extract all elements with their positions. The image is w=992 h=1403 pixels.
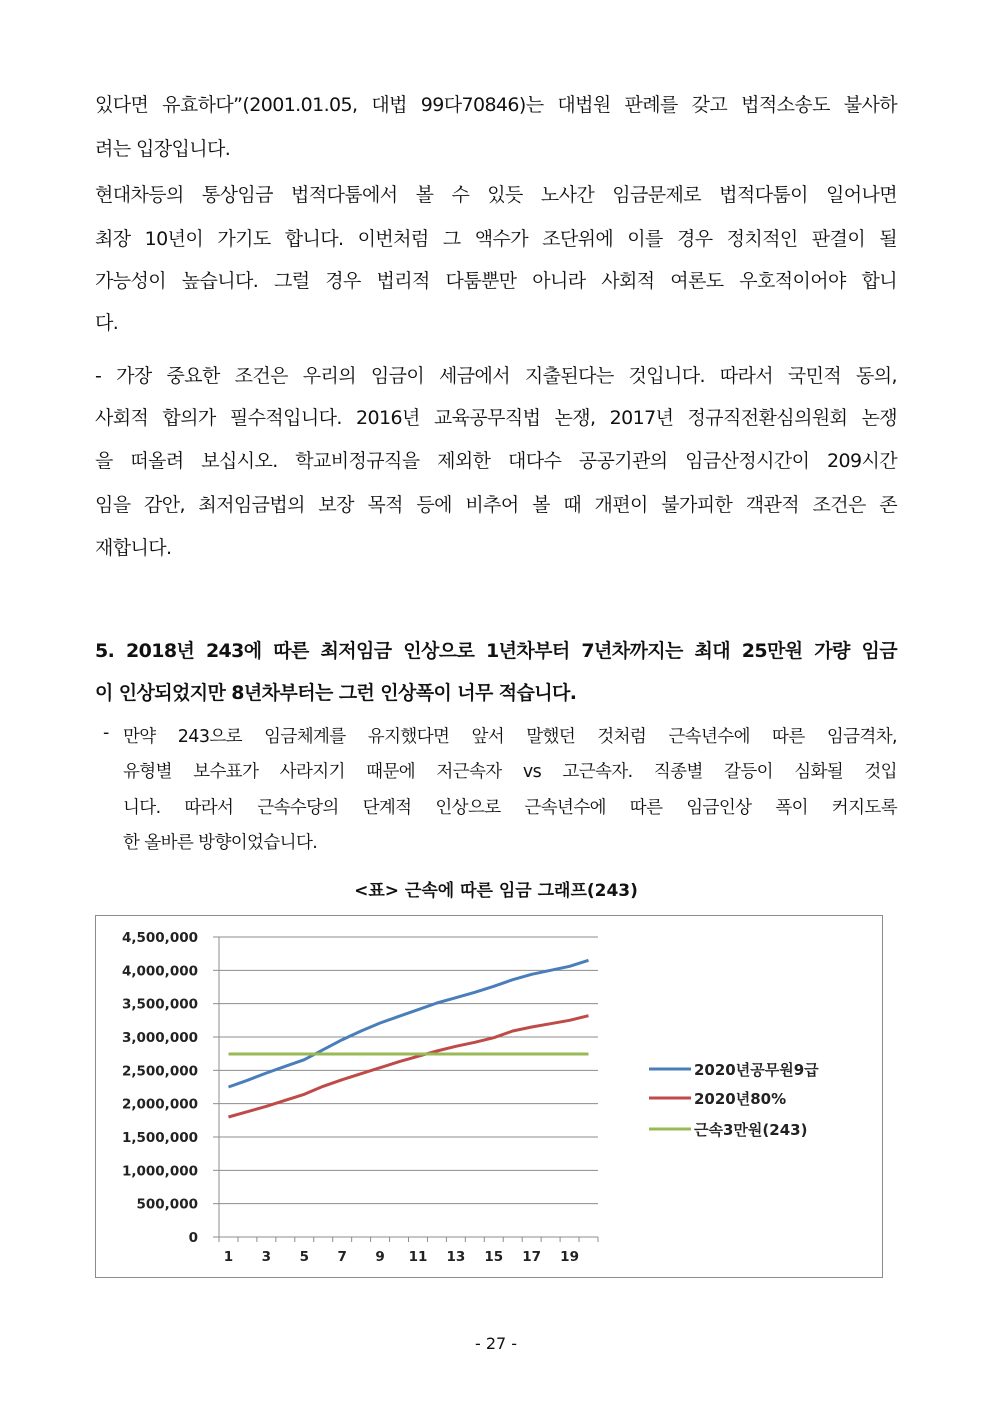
section-heading-line: 이 인상되었지만 8년차부터는 그런 인상폭이 너무 적습니다. [95,682,577,704]
y-tick-label: 0 [188,1230,198,1246]
bullet-line: 니다. 따라서 근속수당의 단계적 인상으로 근속년수에 따른 임금인상 폭이 커지도록 [123,798,897,818]
bullet-line: 한 올바른 방향이었습니다. [123,833,318,853]
paragraph-line: 있다면 유효하다”(2001.01.05, 대법 99다70846)는 대법원 판례를 갖고 법적소송도 불사하 [95,94,897,116]
paragraph-line: 사회적 합의가 필수적입니다. 2016년 교육공무직법 논쟁, 2017년 정규직전환심의원회 논쟁 [95,407,897,429]
x-tick-label: 5 [299,1249,309,1265]
x-tick-label: 13 [446,1249,466,1265]
paragraph-line: 최장 10년이 가기도 합니다. 이번처럼 그 액수가 조단위에 이를 경우 정치적인 판결이 될 [95,228,897,250]
y-tick-label: 4,500,000 [121,930,198,946]
paragraph-line: 려는 입장입니다. [95,138,231,160]
chart-svg [96,916,884,1279]
y-tick-label: 2,000,000 [121,1096,198,1113]
x-tick-label: 19 [560,1249,579,1265]
legend-label: 2020년공무원9급 [694,1061,819,1079]
paragraph-line: - 가장 중요한 조건은 우리의 임금이 세금에서 지출된다는 것입니다. 따라서 국민적 동의, [95,365,897,387]
page-number: - 27 - [474,1334,518,1353]
paragraph-line: 현대차등의 통상임금 법적다툼에서 볼 수 있듯 노사간 임금문제로 법적다툼이 일어나면 [95,184,897,206]
chart-caption: <표> 근속에 따른 임금 그래프(243) [354,881,638,901]
bullet-line: 유형별 보수표가 사라지기 때문에 저근속자 vs 고근속자. 직종별 갈등이 심화될 것입 [123,762,897,782]
x-tick-label: 9 [375,1249,385,1265]
x-tick-label: 1 [223,1249,234,1265]
x-tick-label: 15 [484,1249,504,1265]
x-tick-label: 7 [337,1249,347,1265]
paragraph-line: 가능성이 높습니다. 그럴 경우 법리적 다툼뿐만 아니라 사회적 여론도 우호적이어야 합니 [95,270,897,292]
section-heading-line: 5. 2018년 243에 따른 최저임금 인상으로 1년차부터 7년차까지는 최대 25만원 가량 임금 [95,640,897,662]
paragraph-line: 임을 감안, 최저임금법의 보장 목적 등에 비추어 볼 때 개편이 불가피한 객관적 조건은 존 [95,494,897,516]
series-line-1 [229,960,589,1087]
x-tick-label: 11 [408,1249,428,1265]
wage-chart [95,915,883,1278]
y-tick-label: 3,500,000 [121,996,198,1013]
y-tick-label: 2,500,000 [121,1063,198,1080]
bullet-line: 만약 243으로 임금체계를 유지했다면 앞서 말했던 것처럼 근속년수에 따른 임금격차, [123,727,897,747]
x-tick-label: 17 [522,1249,542,1265]
x-tick-label: 3 [261,1249,272,1265]
y-tick-label: 3,000,000 [121,1030,198,1046]
y-tick-label: 500,000 [136,1196,198,1213]
legend-label: 근속3만원(243) [694,1121,808,1139]
legend-label: 2020년80% [694,1090,787,1108]
y-tick-label: 1,500,000 [121,1130,198,1146]
paragraph-line: 재합니다. [95,537,172,559]
paragraph-line: 을 떠올려 보십시오. 학교비정규직을 제외한 대다수 공공기관의 임금산정시간이 209시간 [95,450,897,472]
y-tick-label: 1,000,000 [121,1163,198,1180]
y-tick-label: 4,000,000 [121,963,198,980]
bullet-marker: - [103,723,110,743]
paragraph-line: 다. [95,312,119,334]
